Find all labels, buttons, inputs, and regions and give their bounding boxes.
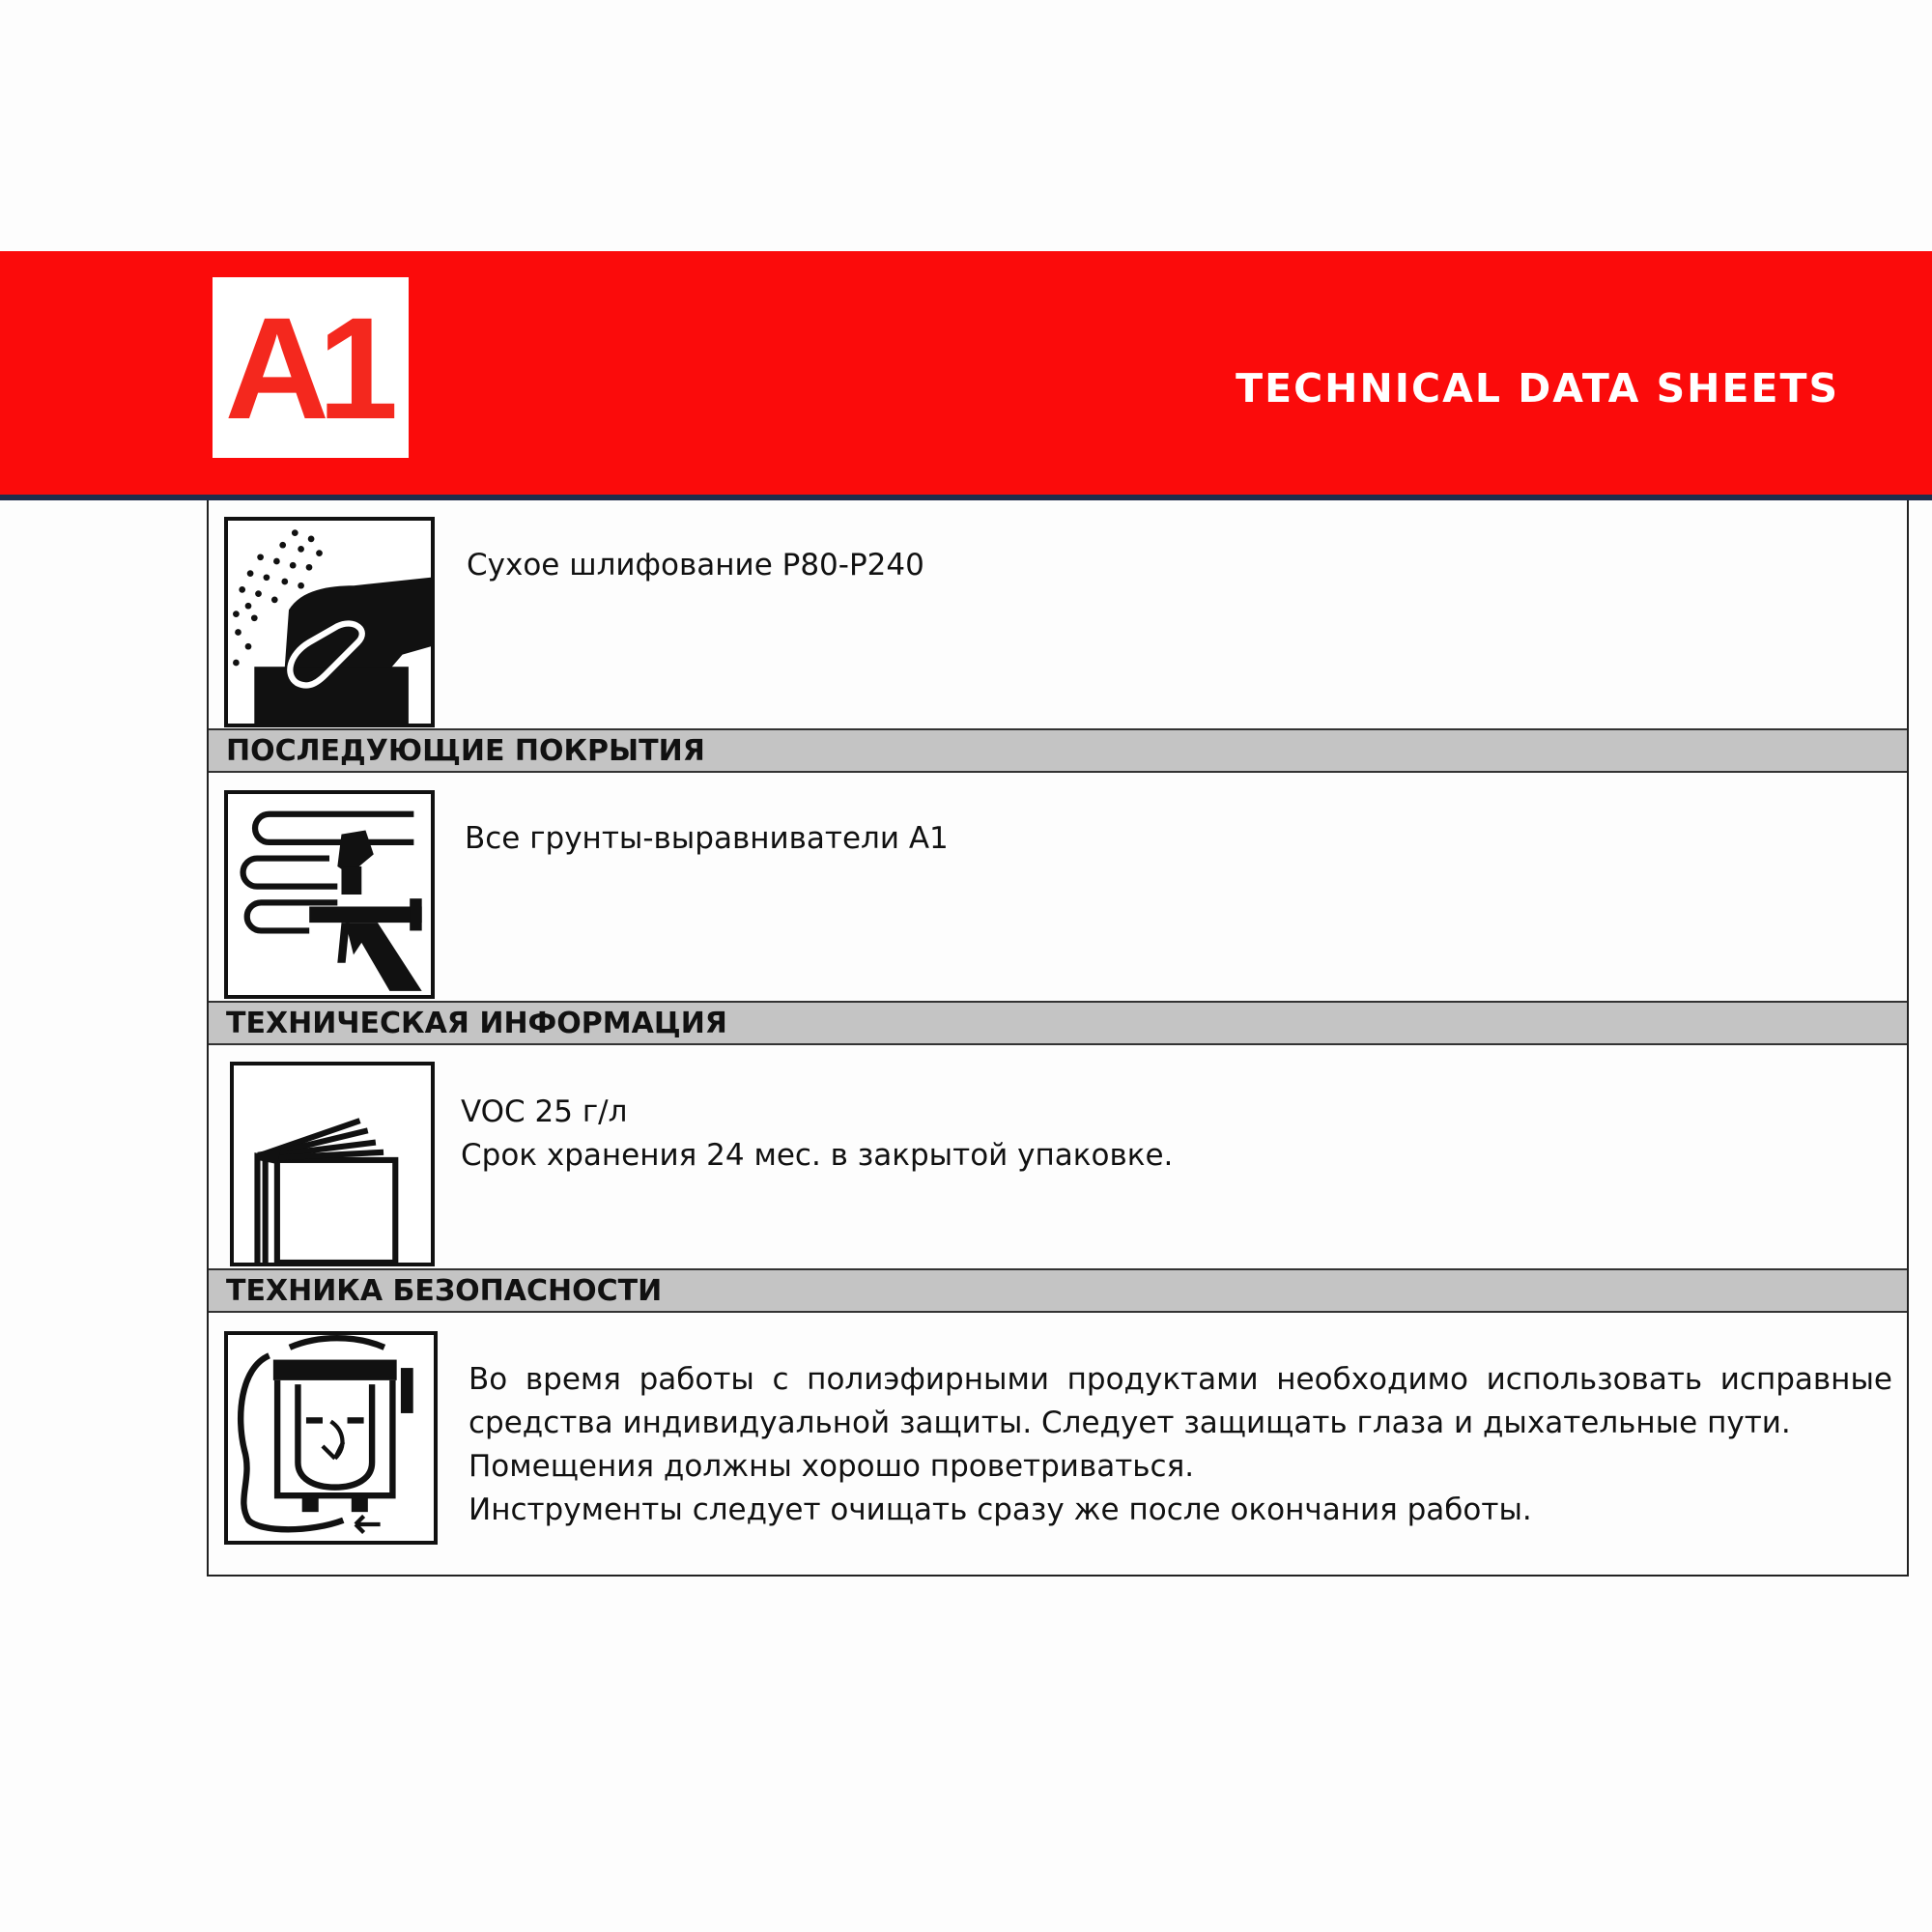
safety-main-text: Во время работы с полиэфирными продуктами необходимо использовать исправные средства индивидуальной защиты. Следует защищать глаза и дыхательные пути. (469, 1362, 1892, 1440)
technical-info-voc: VOC 25 г/л (461, 1094, 628, 1129)
safety-cleaning-text: Инструменты следует очищать сразу же после окончания работы. (469, 1492, 1532, 1527)
page-title: TECHNICAL DATA SHEETS (1236, 365, 1839, 412)
book-icon (230, 1062, 435, 1266)
section-title: ПОСЛЕДУЮЩИЕ ПОКРЫТИЯ (226, 734, 705, 768)
safety-paragraph (469, 1358, 1892, 1445)
subsequent-coats-text: Все грунты-выравниватели A1 (465, 821, 949, 856)
sanding-text: Сухое шлифование P80-P240 (467, 548, 924, 582)
technical-info-shelf-life: Срок хранения 24 мес. в закрытой упаковке. (461, 1138, 1174, 1173)
safety-ventilation-text: Помещения должны хорошо проветриваться. (469, 1449, 1195, 1484)
data-sheet-table (207, 500, 1909, 1577)
section-header-technical-info (209, 1001, 1907, 1045)
brand-logo (213, 277, 409, 458)
section-title: ТЕХНИКА БЕЗОПАСНОСТИ (226, 1274, 663, 1308)
logo-text: A1 (224, 286, 387, 449)
section-header-safety (209, 1268, 1907, 1313)
sanding-icon (224, 517, 435, 727)
header-band (0, 251, 1932, 500)
section-header-subsequent-coats (209, 728, 1907, 773)
spray-gun-icon (224, 790, 435, 999)
section-title: ТЕХНИЧЕСКАЯ ИНФОРМАЦИЯ (226, 1007, 727, 1040)
respirator-mask-icon (224, 1331, 438, 1545)
